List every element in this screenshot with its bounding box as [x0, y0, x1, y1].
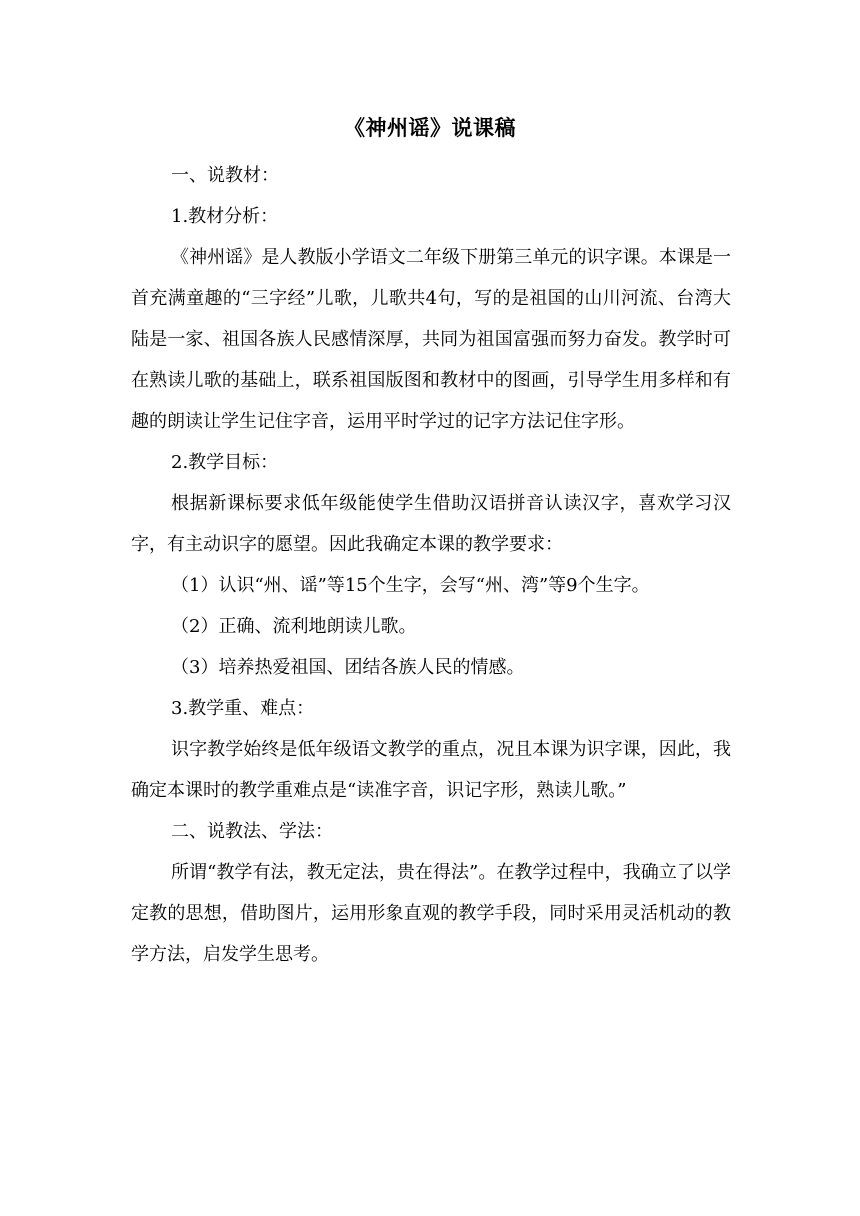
- document-title: 《神州谣》说课稿: [344, 115, 516, 140]
- subheading-key-points: 3.教学重、难点：: [171, 698, 315, 719]
- goal-item-3: （3）培养热爱祖国、团结各族人民的情感。: [171, 657, 525, 678]
- paragraph-textbook-analysis: 《神州谣》是人教版小学语文二年级下册第三单元的识字课。本课是一首充满童趣的“三字经”儿歌，儿歌共4句，写的是祖国的山川河流、台湾大陆是一家、祖国各族人民感情深厚，共同为祖国富强而努力奋发。教学时可在熟读儿歌的基础上，联系祖国版图和教材中的图画，引导学生用多样和有趣的朗读让学生记住字音，运用平时学过的记字方法记住字形。: [131, 247, 731, 432]
- section-heading-methods: 二、说教法、学法：: [171, 821, 333, 842]
- document-body: [131, 155, 731, 975]
- paragraph-teaching-goals: 根据新课标要求低年级能使学生借助汉语拼音认读汉字，喜欢学习汉字，有主动识字的愿望。因此我确定本课的教学要求：: [131, 493, 731, 555]
- goal-item-1: （1）认识“州、谣”等15个生字，会写“州、湾”等9个生字。: [171, 575, 650, 596]
- section-heading-textbook: 一、说教材：: [171, 165, 279, 186]
- paragraph-key-points: 识字教学始终是低年级语文教学的重点，况且本课为识字课，因此，我确定本课时的教学重难点是“读准字音，识记字形，熟读儿歌。”: [131, 739, 731, 801]
- subheading-textbook-analysis: 1.教材分析：: [171, 206, 279, 227]
- subheading-teaching-goals: 2.教学目标：: [171, 452, 279, 473]
- paragraph-methods: 所谓“教学有法，教无定法，贵在得法”。在教学过程中，我确立了以学定教的思想，借助图片，运用形象直观的教学手段，同时采用灵活机动的教学方法，启发学生思考。: [131, 862, 731, 965]
- goal-item-2: （2）正确、流利地朗读儿歌。: [171, 616, 417, 637]
